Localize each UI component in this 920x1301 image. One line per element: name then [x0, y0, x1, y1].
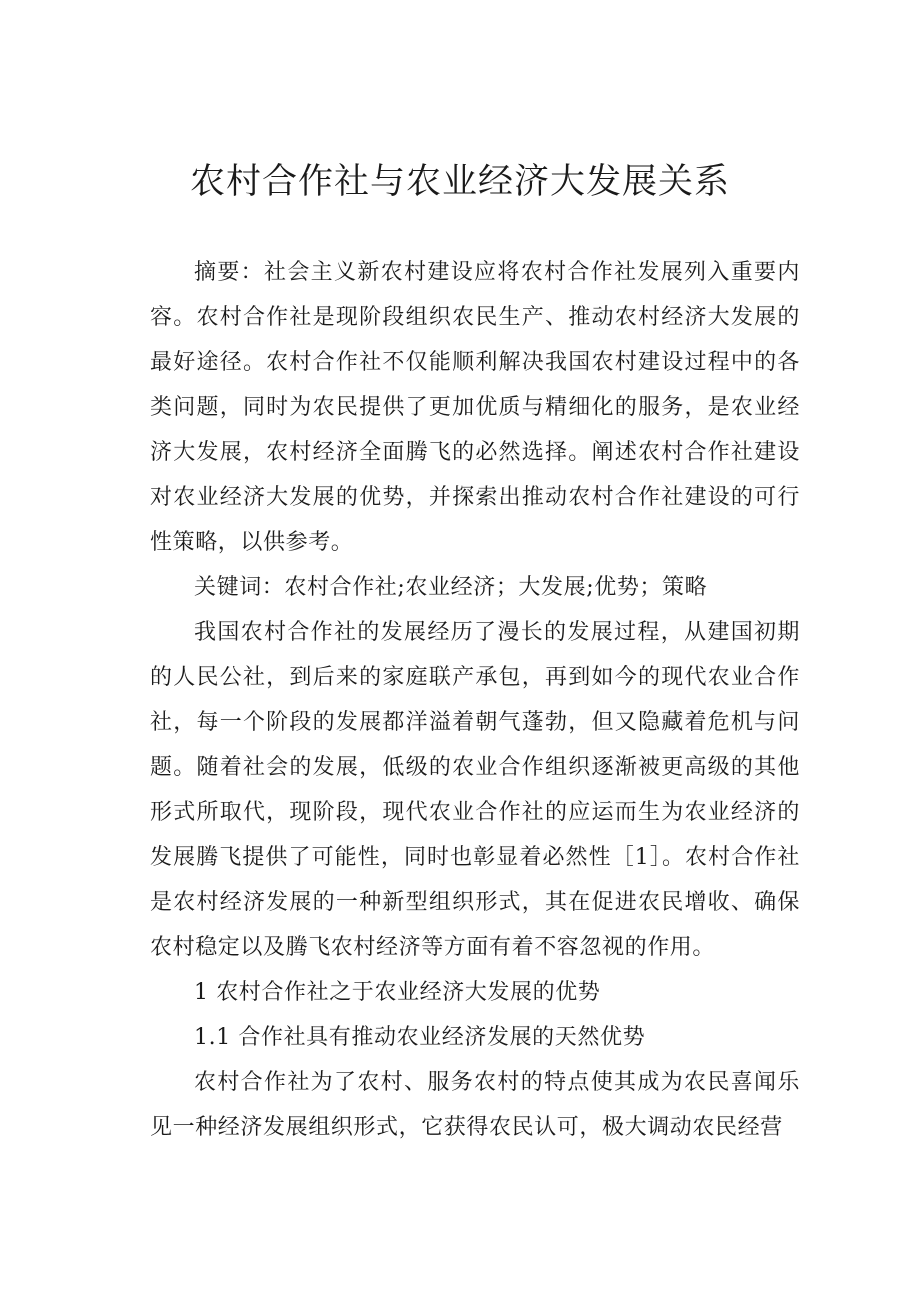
body-paragraph: 农村合作社为了农村、服务农村的特点使其成为农民喜闻乐见一种经济发展组织形式，它获得农民认可，极大调动农民经营 — [150, 1070, 800, 1140]
abstract-paragraph: 摘要：社会主义新农村建设应将农村合作社发展列入重要内容。农村合作社是现阶段组织农民生产、推动农村经济大发展的最好途径。农村合作社不仅能顺利解决我国农村建设过程中的各类问题，同时为农民提供了更加优质与精细化的服务，是农业经济大发展，农村经济全面腾飞的必然选择。阐述农村合作社建设对农业经济大发展的优势，并探索出推动农村合作社建设的可行性策略，以供参考。 — [150, 260, 800, 555]
keywords-paragraph: 关键词：农村合作社;农业经济；大发展;优势；策略 — [194, 575, 708, 600]
document-title: 农村合作社与农业经济大发展关系 — [189, 162, 730, 202]
document-body — [150, 250, 800, 1150]
subsection-heading: 1.1 合作社具有推动农业经济发展的天然优势 — [194, 1025, 646, 1050]
intro-paragraph: 我国农村合作社的发展经历了漫长的发展过程，从建国初期的人民公社，到后来的家庭联产承包，再到如今的现代农业合作社，每一个阶段的发展都洋溢着朝气蓬勃，但又隐藏着危机与问题。随着社会的发展，低级的农业合作组织逐渐被更高级的其他形式所取代，现阶段，现代农业合作社的应运而生为农业经济的发展腾飞提供了可能性，同时也彰显着必然性［1］。农村合作社是农村经济发展的一种新型组织形式，其在促进农民增收、确保农村稳定以及腾飞农村经济等方面有着不容忽视的作用。 — [150, 620, 800, 960]
section-heading: 1 农村合作社之于农业经济大发展的优势 — [194, 980, 601, 1005]
